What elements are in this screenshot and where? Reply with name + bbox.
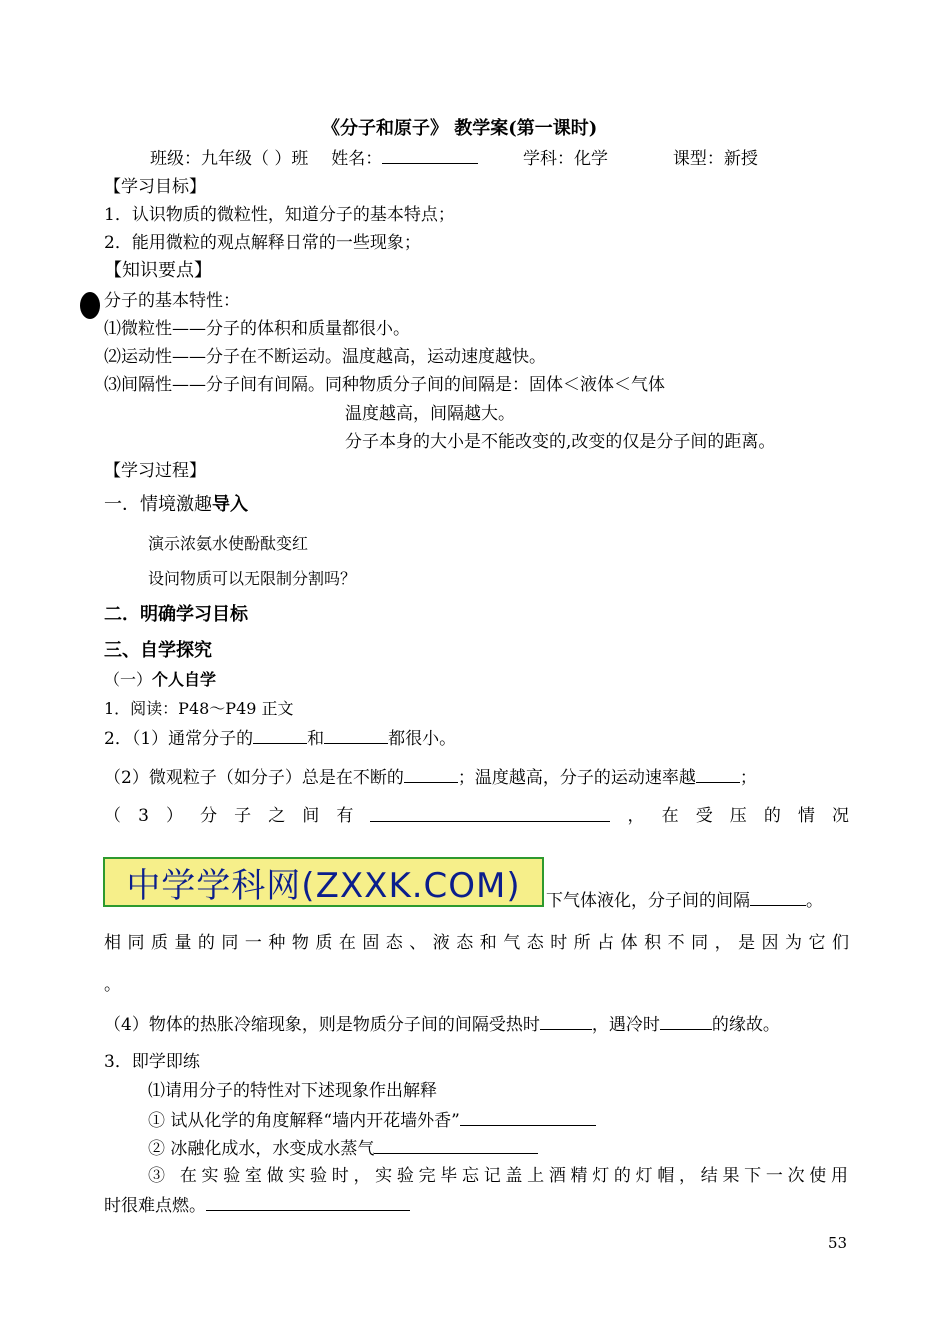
- process-heading: 【学习过程】: [104, 461, 206, 481]
- objectives-heading: 【学习目标】: [104, 177, 206, 197]
- section-1-heading: [104, 494, 248, 516]
- q2-2-text-c: ；: [739, 768, 757, 788]
- q2-3-char: ，: [627, 806, 645, 826]
- question-2-2: [104, 767, 757, 788]
- question-3-c-cont: [104, 1195, 410, 1216]
- knowledge-point-cont: 分子本身的大小是不能改变的,改变的仅是分子间的距离。: [345, 432, 776, 452]
- q2-3-char: 之: [268, 806, 286, 826]
- q2-3-char: 间: [302, 806, 320, 826]
- section-1-prefix: 一．情境激趣: [104, 494, 212, 515]
- q2-4-text-c: 的缘故。: [711, 1015, 780, 1035]
- answer-blank[interactable]: [370, 806, 610, 822]
- subsection-prefix: （一）: [104, 670, 153, 689]
- section-2-heading: 二．明确学习目标: [104, 604, 248, 625]
- answer-blank[interactable]: [404, 767, 458, 783]
- q2-3-char: 子: [234, 806, 252, 826]
- name-blank[interactable]: [382, 148, 478, 164]
- bullet-dot-icon: [80, 292, 100, 319]
- q2-3-char: 的: [763, 806, 781, 826]
- question-2-3-end: 。: [104, 975, 121, 995]
- q2-text-a: 2．（1）通常分子的: [104, 729, 254, 749]
- q2-3-char: 受: [695, 806, 713, 826]
- section-1-suffix: 导入: [212, 494, 248, 515]
- answer-blank[interactable]: [460, 1110, 596, 1126]
- q2-2-text-b: ；温度越高，分子的运动速率越: [457, 768, 696, 788]
- watermark-logo: 中学学科网(ZXXK.COM): [103, 857, 544, 907]
- q2-3-char: 3: [138, 806, 149, 826]
- q3-b-text: ② 冰融化成水，水变成水蒸气: [148, 1139, 375, 1159]
- q2-3-char: 压: [729, 806, 747, 826]
- info-line: [150, 148, 758, 169]
- q2-4-text-a: （4）物体的热胀冷缩现象，则是物质分子间的间隔受热时: [104, 1015, 540, 1035]
- answer-blank[interactable]: [324, 728, 388, 744]
- q2-4-text-b: ，遇冷时: [591, 1015, 660, 1035]
- answer-blank[interactable]: [206, 1195, 410, 1211]
- section-3-heading: 三、自学探究: [104, 640, 212, 661]
- question-2-3-cont: [546, 890, 823, 911]
- q2-3b-end: 。: [806, 891, 823, 911]
- q3-c2-text: 时很难点燃。: [104, 1196, 206, 1216]
- type-label: 课型：新授: [672, 149, 758, 169]
- page-title: 《分子和原子》 教学案(第一课时): [322, 118, 598, 139]
- question-3-a: [148, 1110, 596, 1131]
- q2-text-c: 都很小。: [388, 729, 457, 749]
- answer-blank[interactable]: [696, 767, 740, 783]
- question-1: 1．阅读：P48～P49 正文: [104, 699, 294, 718]
- q2-3-char: 况: [832, 806, 849, 826]
- answer-blank[interactable]: [660, 1014, 712, 1030]
- knowledge-point: ⑴微粒性——分子的体积和质量都很小。: [104, 319, 410, 339]
- objective-item: 1．认识物质的微粒性，知道分子的基本特点；: [104, 205, 455, 225]
- question-3: 3．即学即练: [104, 1052, 200, 1072]
- question-2-1: [104, 728, 456, 749]
- question-3-b: [148, 1138, 538, 1159]
- q2-2-text-a: （2）微观粒子（如分子）总是在不断的: [104, 768, 404, 788]
- q2-text-b: 和: [307, 729, 325, 749]
- q2-3-char: 情: [797, 806, 815, 826]
- q2-3-char: 在: [661, 806, 679, 826]
- knowledge-point-cont: 温度越高，间隔越大。: [345, 404, 515, 424]
- q2-3b-text: 下气体液化，分子间的间隔: [546, 891, 750, 911]
- q2-3-char: 有: [336, 806, 354, 826]
- class-label: 班级：九年级（ ）班: [150, 149, 309, 169]
- question-3-intro: ⑴请用分子的特性对下述现象作出解释: [148, 1081, 437, 1101]
- subsection-heading: [104, 670, 216, 689]
- page-number: 53: [828, 1234, 848, 1252]
- q3-a-text: ① 试从化学的角度解释“墙内开花墙外香”: [148, 1111, 460, 1131]
- knowledge-intro: 分子的基本特性：: [104, 291, 240, 311]
- answer-blank[interactable]: [374, 1138, 538, 1154]
- subject-label: 学科：化学: [523, 149, 609, 169]
- knowledge-heading: 【知识要点】: [104, 260, 212, 281]
- question-2-3: [104, 806, 849, 826]
- objective-item: 2．能用微粒的观点解释日常的一些现象；: [104, 233, 421, 253]
- knowledge-point: ⑵运动性——分子在不断运动。温度越高，运动速度越快。: [104, 347, 546, 367]
- answer-blank[interactable]: [253, 728, 307, 744]
- question-2-3-line2: 相同质量的同一种物质在固态、液态和气态时所占体积不同，是因为它们: [104, 933, 849, 953]
- section-1-line: 演示浓氨水使酚酞变红: [148, 534, 309, 553]
- question-3-c: ③ 在实验室做实验时，实验完毕忘记盖上酒精灯的灯帽，结果下一次使用: [148, 1166, 848, 1186]
- answer-blank[interactable]: [540, 1014, 592, 1030]
- q2-3-char: ）: [165, 806, 183, 826]
- knowledge-point: ⑶间隔性——分子间有间隔。同种物质分子间的间隔是：固体＜液体＜气体: [104, 375, 665, 395]
- name-label: 姓名：: [331, 149, 383, 169]
- section-1-line: 设问物质可以无限制分割吗？: [148, 569, 357, 588]
- q2-3-char: 分: [200, 806, 218, 826]
- answer-blank[interactable]: [750, 890, 806, 906]
- question-2-4: [104, 1014, 780, 1035]
- q2-3-char: （: [104, 806, 121, 826]
- subsection-title: 个人自学: [152, 670, 217, 689]
